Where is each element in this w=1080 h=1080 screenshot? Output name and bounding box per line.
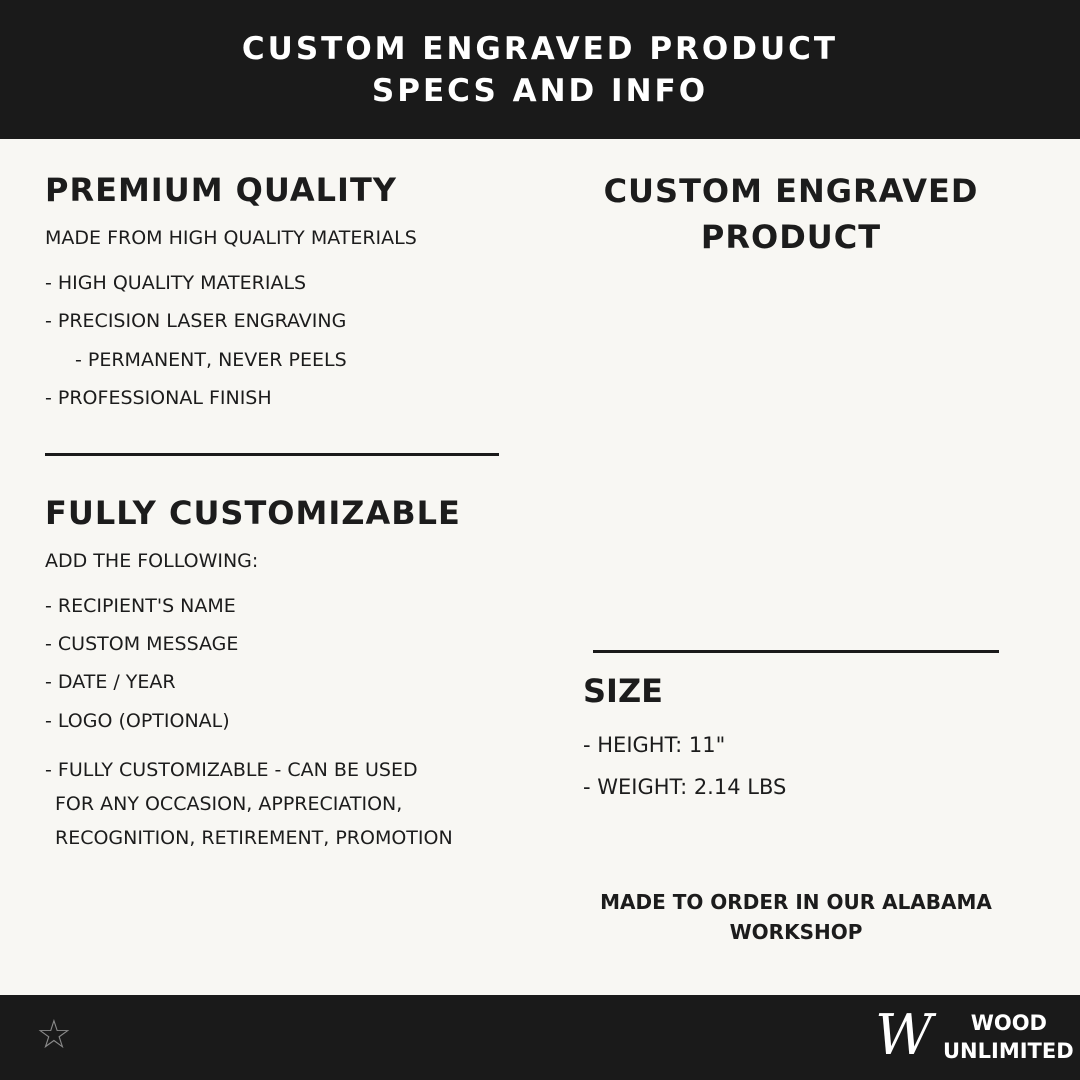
brand-logo-text	[943, 1009, 1074, 1065]
made-to-order-line-1: MADE TO ORDER IN OUR ALABAMA	[600, 890, 992, 914]
fully-customizable-intro: ADD THE FOLLOWING:	[45, 550, 259, 572]
custom-item-name: - RECIPIENT'S NAME	[45, 595, 236, 617]
custom-item-date: - DATE / YEAR	[45, 671, 176, 693]
size-title: SIZE	[583, 672, 664, 710]
made-to-order-line-2: WORKSHOP	[729, 920, 863, 944]
size-item-height: - HEIGHT: 11"	[583, 733, 726, 757]
header-title-line-1: CUSTOM ENGRAVED PRODUCT	[241, 30, 839, 67]
custom-note-line-3: RECOGNITION, RETIREMENT, PROMOTION	[55, 827, 453, 849]
premium-item-materials: - HIGH QUALITY MATERIALS	[45, 272, 307, 294]
custom-note-line-1: - FULLY CUSTOMIZABLE - CAN BE USED	[45, 759, 418, 781]
size-divider	[593, 650, 999, 653]
custom-note-line-2: FOR ANY OCCASION, APPRECIATION,	[55, 793, 403, 815]
product-title-line-1: CUSTOM ENGRAVED	[603, 172, 979, 210]
premium-item-engraving: - PRECISION LASER ENGRAVING	[45, 310, 347, 332]
brand-logo-line-1: WOOD	[970, 1011, 1047, 1035]
premium-quality-title: PREMIUM QUALITY	[45, 171, 397, 209]
section-divider	[45, 453, 499, 456]
header-title-line-2: SPECS AND INFO	[371, 72, 709, 109]
premium-item-permanent: - PERMANENT, NEVER PEELS	[75, 349, 347, 371]
size-item-weight: - WEIGHT: 2.14 LBS	[583, 775, 787, 799]
left-column	[45, 168, 505, 850]
page-footer	[0, 995, 1080, 1080]
brand-logo-line-2: UNLIMITED	[943, 1039, 1074, 1063]
right-column	[583, 168, 1003, 947]
star-outline-icon: ☆	[36, 1012, 72, 1058]
custom-item-message: - CUSTOM MESSAGE	[45, 633, 239, 655]
premium-quality-intro: MADE FROM HIGH QUALITY MATERIALS	[45, 227, 417, 249]
product-title-line-2: PRODUCT	[700, 218, 882, 256]
custom-item-logo: - LOGO (OPTIONAL)	[45, 710, 230, 732]
premium-item-finish: - PROFESSIONAL FINISH	[45, 387, 272, 409]
page-header	[0, 0, 1080, 139]
brand-logo-mark: W	[875, 1003, 919, 1068]
fully-customizable-title: FULLY CUSTOMIZABLE	[45, 494, 461, 532]
